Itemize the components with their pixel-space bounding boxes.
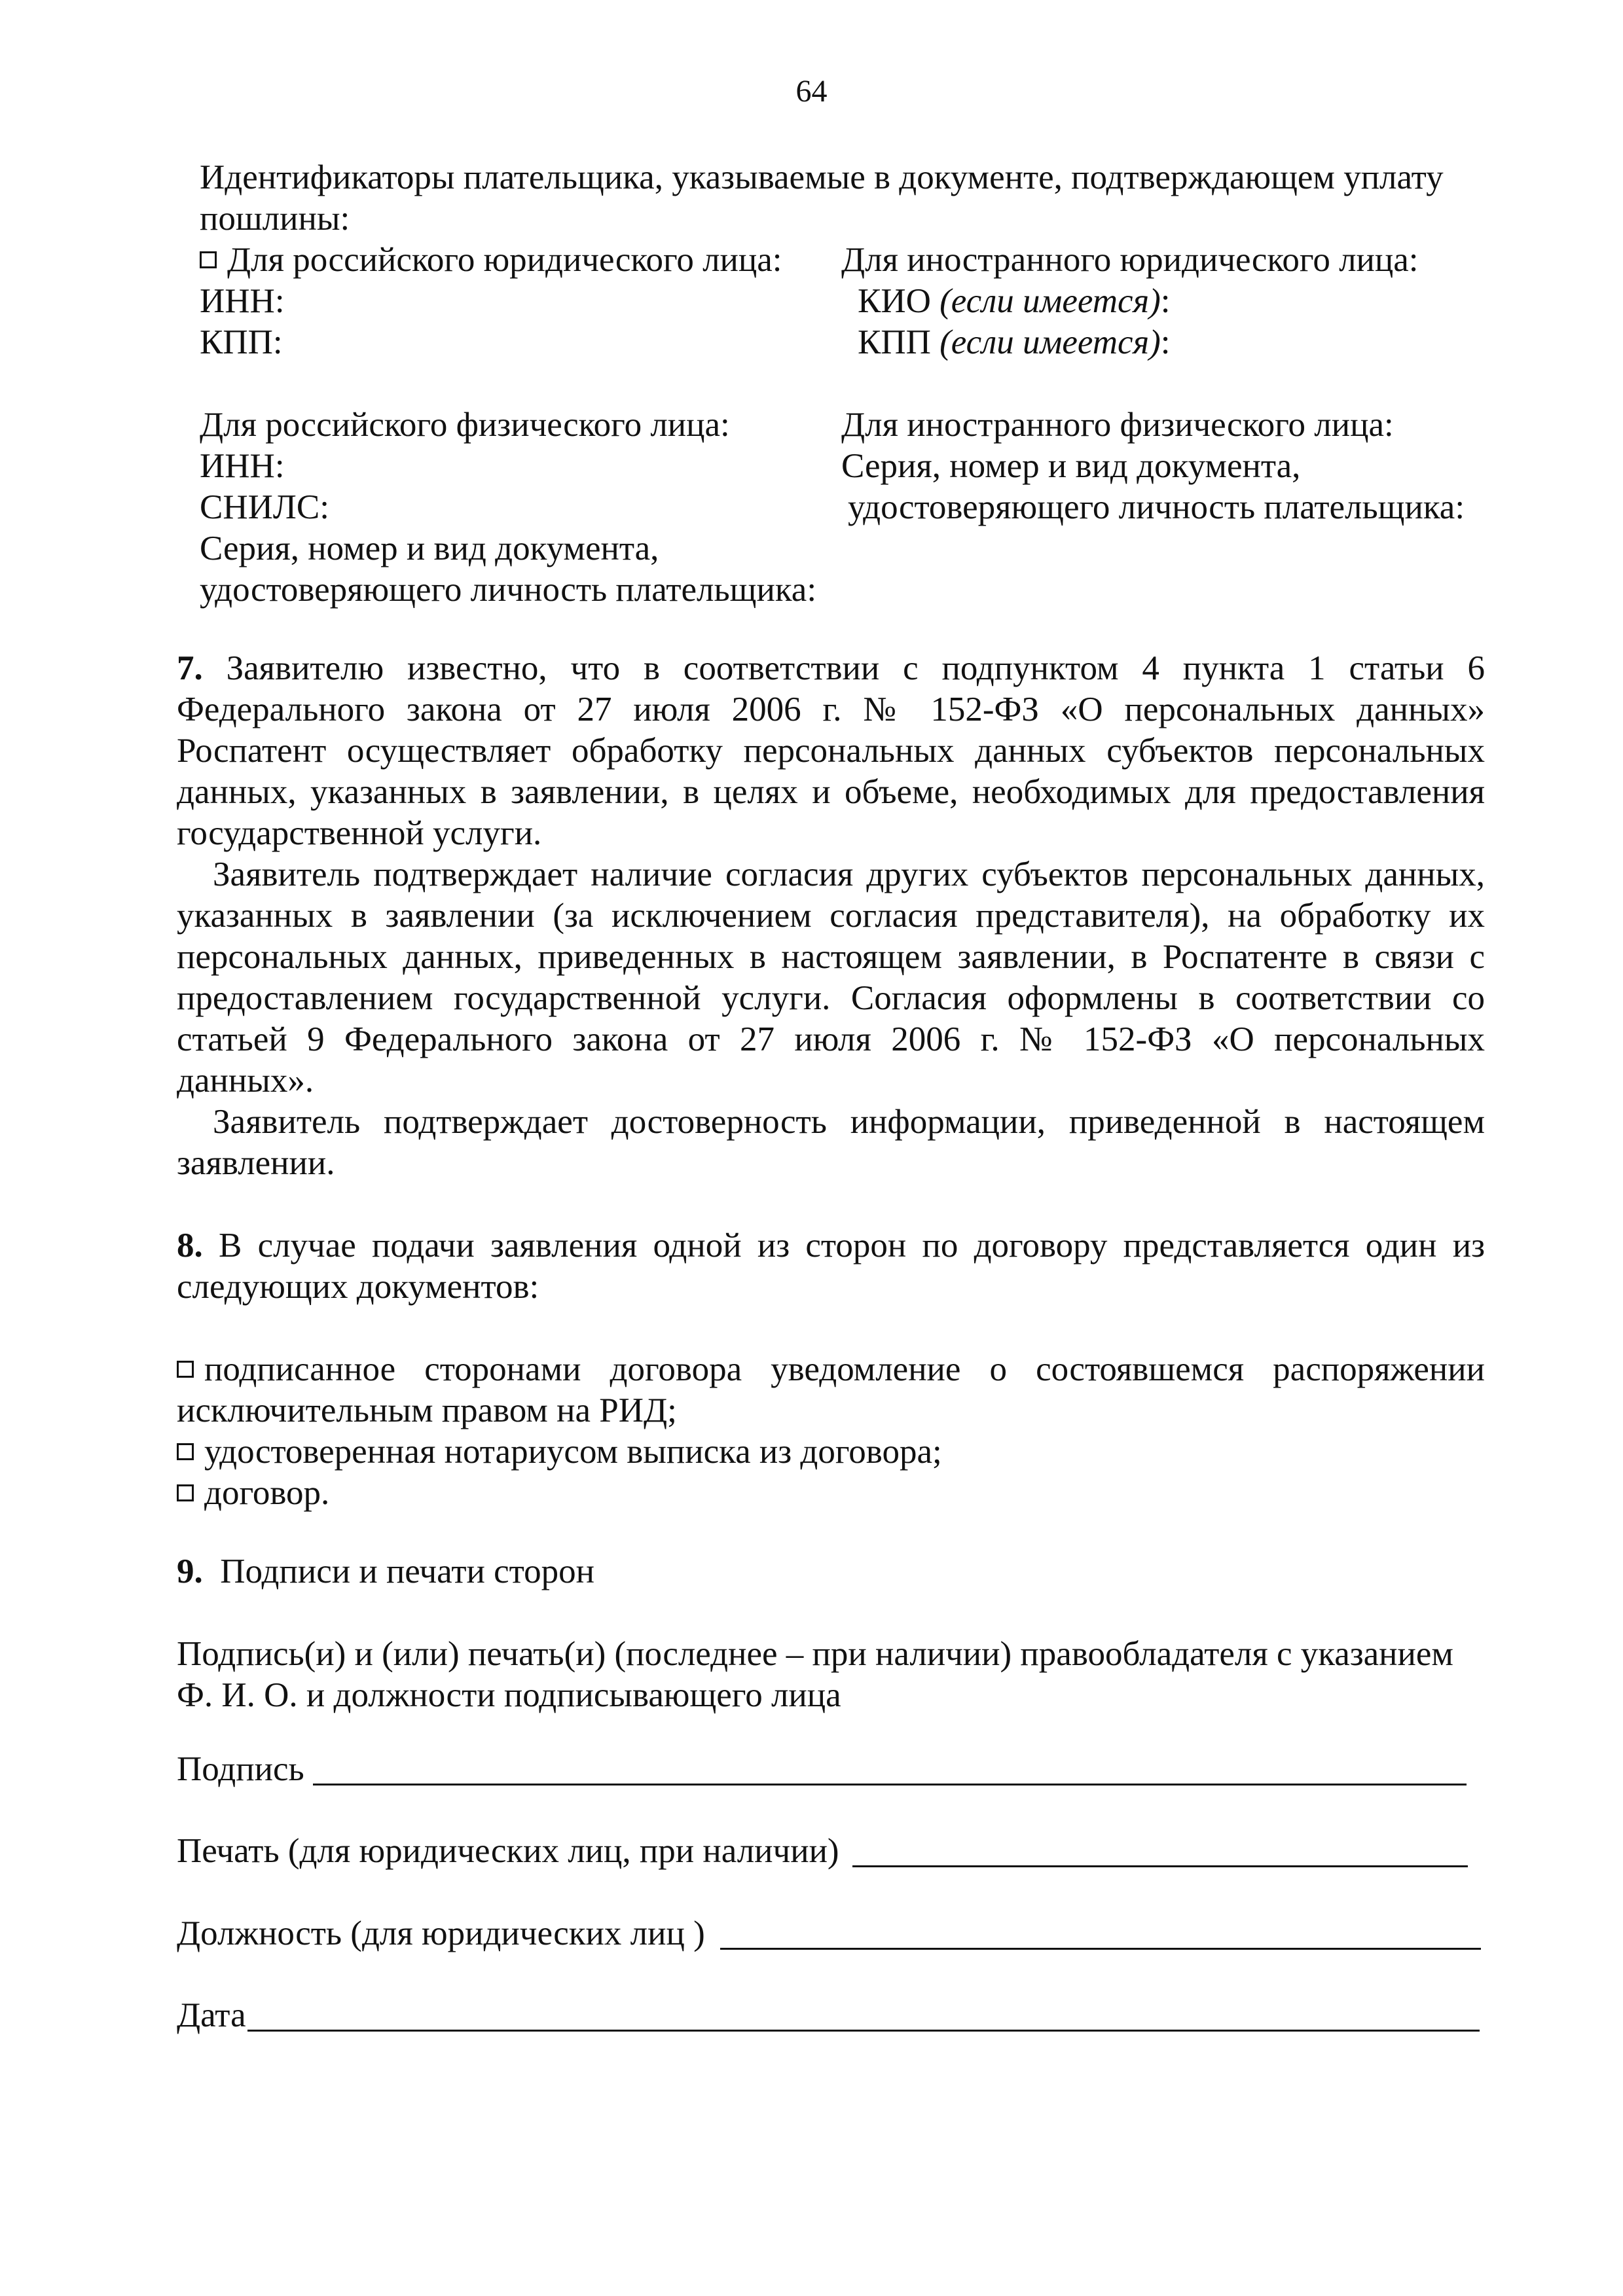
section7-p1-line: Роспатент осуществляет обработку персональных данных субъектов персональных [177,732,1485,770]
section7-p2-line: указанных в заявлении (за исключением согласия представителя), на обработку их [177,897,1485,935]
ru-person-label: Для российского физического лица: [200,406,730,444]
section7-p2 [177,854,1485,1102]
section9-number: 9. [177,1552,203,1590]
date-line[interactable] [247,2030,1480,2032]
foreign-person-label: Для иностранного физического лица: [841,406,1394,444]
ru-person-snils: СНИЛС: [200,488,329,526]
section8-intro [177,1225,1485,1308]
section7-p2-line: предоставлением государственной услуги. Согласия оформлены в соответствии со [177,979,1485,1017]
section9-desc-line1: Подпись(и) и (или) печать(и) (последнее – при наличии) правообладателя с указанием [177,1635,1453,1673]
section8-intro-line: 8. В случае подачи заявления одной из сторон по договору представляется один из [177,1227,1485,1265]
section7-number: 7. [177,649,203,687]
foreign-person-doc-line2: удостоверяющего личность плательщика: [848,488,1465,526]
page-number: 64 [795,74,828,109]
foreign-kpp-label: КПП [858,323,931,361]
payer-ids-heading-line1: Идентификаторы плательщика, указываемые в документе, подтверждающем уплату [200,158,1444,196]
kio-colon: : [1160,282,1171,320]
option2-checkbox[interactable] [177,1443,194,1460]
section7-p3 [177,1102,1485,1184]
ru-legal-label: Для российского юридического лица: [227,241,782,279]
option1-checkbox[interactable] [177,1361,194,1378]
position-line[interactable] [720,1948,1481,1950]
section7-p1-line: Федерального закона от 27 июля 2006 г. № 152-ФЗ «О персональных данных» [177,691,1485,728]
section7-p1-line: 7. Заявителю известно, что в соответствии с подпунктом 4 пункта 1 статьи 6 [177,649,1486,687]
section7-p1-line: данных, указанных в заявлении, в целях и объеме, необходимых для предоставления [177,773,1485,811]
foreign-kpp-colon: : [1160,323,1171,361]
section7-p2-line: Заявитель подтверждает наличие согласия других субъектов персональных данных, [213,855,1485,893]
section8-option2[interactable] [177,1431,942,1473]
foreign-kpp-note: (если имеется) [939,323,1161,361]
section8-option3[interactable] [177,1473,329,1514]
signature-label: Подпись [177,1750,304,1788]
stamp-line[interactable] [852,1865,1468,1867]
payer-ids-heading [200,157,1444,198]
section8-intro-line: следующих документов: [177,1268,539,1306]
foreign-legal-kpp [858,322,1171,363]
signature-line[interactable] [313,1784,1467,1785]
section7-p2-line: статьей 9 Федерального закона от 27 июля 2006 г. № 152-ФЗ «О персональных [177,1020,1485,1058]
option3-label: договор. [204,1474,330,1512]
section7-p1 [177,648,1485,854]
section9-title: Подписи и печати сторон [220,1552,594,1590]
section8-option1-line: исключительным правом на РИД; [177,1391,677,1429]
ru-legal-option[interactable] [200,240,782,281]
section7-p2-line: персональных данных, приведенных в настоящем заявлении, в Роспатенте в связи с [177,938,1485,976]
foreign-legal-label: Для иностранного юридического лица: [841,241,1419,279]
section9-heading [177,1551,594,1592]
foreign-legal-kio [858,281,1171,322]
option2-label: удостоверенная нотариусом выписка из договора; [204,1433,942,1471]
section7-p3-line: заявлении. [177,1144,335,1182]
payer-ids-heading-cont [200,198,350,240]
ru-person-doc-line1: Серия, номер и вид документа, [200,529,659,567]
section8-number: 8. [177,1227,203,1265]
section8-option1-line: подписанное сторонами договора уведомление о состоявшемся распоряжении [177,1349,1485,1390]
kio-note: (если имеется) [939,282,1161,320]
ru-legal-inn: ИНН: [200,282,285,320]
kio-label: КИО [858,282,931,320]
section8-option1[interactable] [177,1349,1485,1431]
stamp-label: Печать (для юридических лиц, при наличии) [177,1832,839,1870]
date-label: Дата [177,1996,246,2034]
ru-legal-checkbox[interactable] [200,251,217,268]
section7-p3-line: Заявитель подтверждает достоверность информации, приведенной в настоящем [213,1103,1485,1141]
section7-p2-line: данных». [177,1062,314,1100]
ru-person-inn: ИНН: [200,447,285,485]
section9-desc-line2: Ф. И. О. и должности подписывающего лица [177,1676,841,1714]
position-label: Должность (для юридических лиц ) [177,1914,705,1952]
ru-person-doc-line2: удостоверяющего личность плательщика: [200,571,817,609]
payer-ids-heading-line2: пошлины: [200,200,350,238]
foreign-person-doc-line1: Серия, номер и вид документа, [841,447,1301,485]
ru-legal-kpp: КПП: [200,323,283,361]
option3-checkbox[interactable] [177,1484,194,1501]
section7-p1-line: государственной услуги. [177,814,542,852]
